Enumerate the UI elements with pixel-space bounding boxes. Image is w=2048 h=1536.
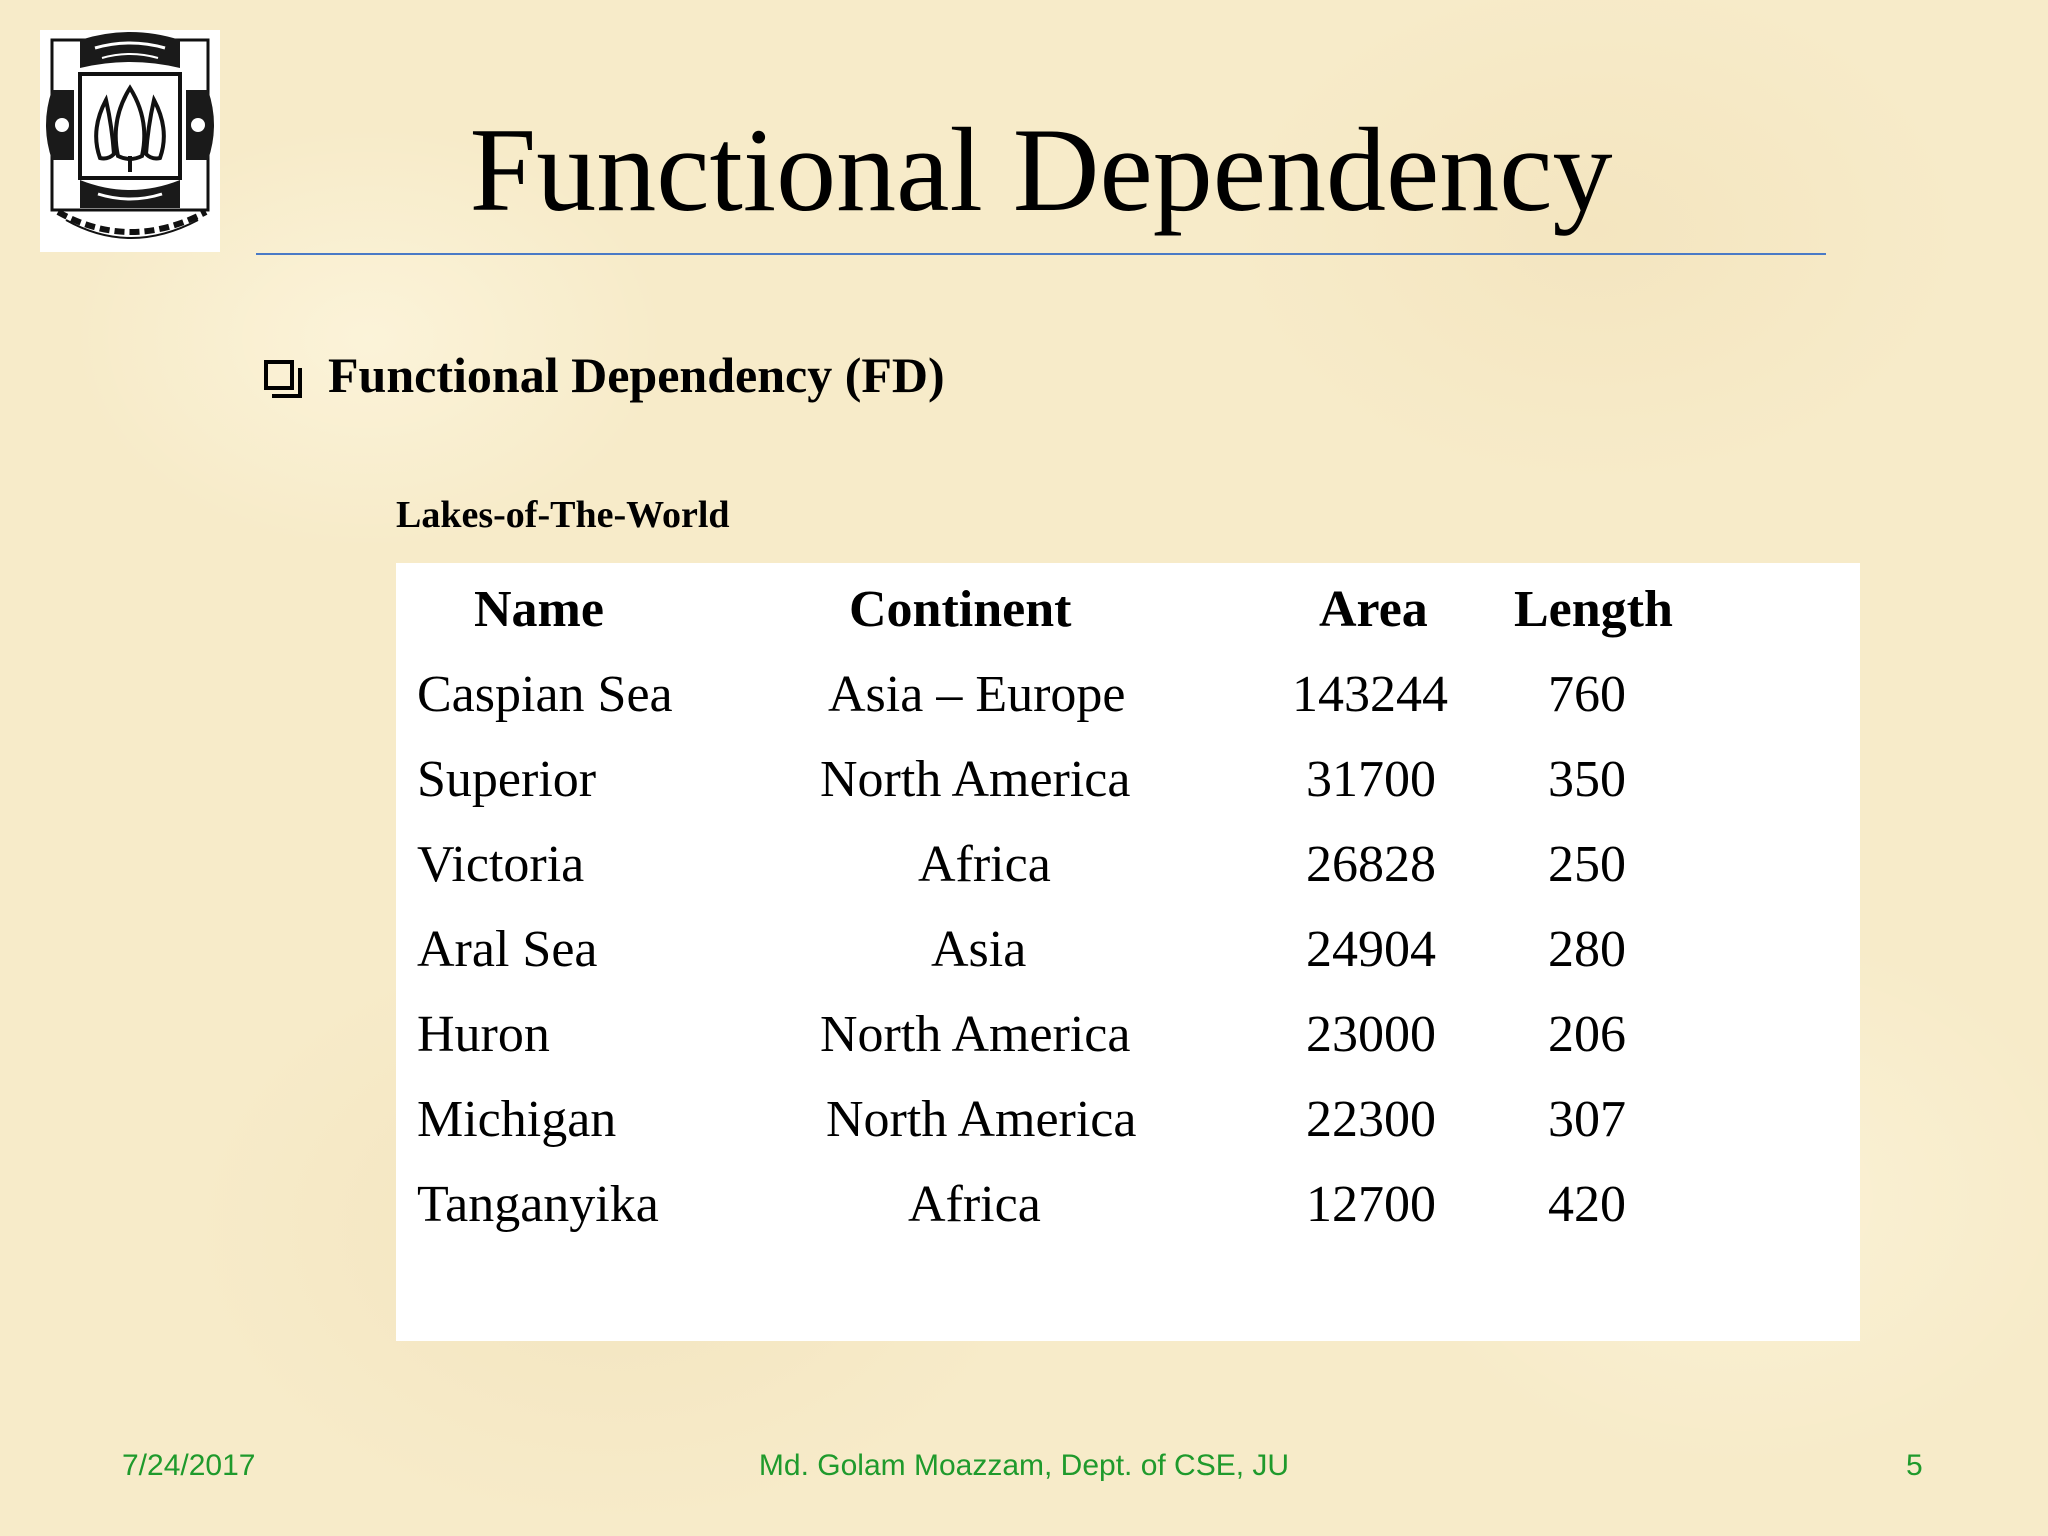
table-cell-length: 307	[1548, 1091, 1626, 1148]
table-cell-continent: Asia – Europe	[828, 666, 1126, 723]
table-cell-continent: North America	[826, 1091, 1137, 1148]
table-cell-continent: Africa	[918, 836, 1051, 893]
table-cell-name: Caspian Sea	[417, 666, 673, 723]
table-cell-area: 23000	[1306, 1006, 1436, 1063]
table-header-area: Area	[1319, 581, 1428, 638]
table-cell-length: 420	[1548, 1176, 1626, 1233]
logo-emblem-icon	[40, 30, 220, 252]
slide-title: Functional Dependency	[469, 103, 1613, 236]
table-cell-name: Superior	[417, 751, 597, 808]
lakes-table	[396, 563, 1860, 1341]
table-cell-area: 24904	[1306, 921, 1436, 978]
table-cell-length: 760	[1548, 666, 1626, 723]
table-caption: Lakes-of-The-World	[396, 494, 730, 536]
table-cell-length: 250	[1548, 836, 1626, 893]
table-cell-length: 350	[1548, 751, 1626, 808]
table-cell-name: Tanganyika	[417, 1176, 659, 1233]
table-cell-area: 26828	[1306, 836, 1436, 893]
table-cell-name: Victoria	[417, 836, 585, 893]
table-cell-continent: North America	[820, 751, 1131, 808]
table-header-length: Length	[1514, 581, 1673, 638]
table-cell-area: 143244	[1292, 666, 1448, 723]
checkbox-bullet-icon	[264, 360, 294, 390]
footer-date: 7/24/2017	[122, 1449, 256, 1482]
table-cell-name: Huron	[417, 1006, 550, 1063]
table-cell-length: 206	[1548, 1006, 1626, 1063]
footer-author: Md. Golam Moazzam, Dept. of CSE, JU	[758, 1449, 1290, 1482]
footer-page-number: 5	[1906, 1449, 1923, 1482]
bullet-item	[264, 340, 945, 410]
university-logo	[40, 30, 220, 252]
table-cell-continent: North America	[820, 1006, 1131, 1063]
table-cell-continent: Africa	[908, 1176, 1041, 1233]
table-cell-area: 31700	[1306, 751, 1436, 808]
table-cell-length: 280	[1548, 921, 1626, 978]
table-cell-area: 12700	[1306, 1176, 1436, 1233]
table-cell-name: Aral Sea	[417, 921, 598, 978]
title-divider	[256, 253, 1826, 255]
table-header-continent: Continent	[849, 581, 1072, 638]
table-cell-continent: Asia	[931, 921, 1027, 978]
bullet-text: Functional Dependency (FD)	[328, 347, 945, 403]
table-cell-area: 22300	[1306, 1091, 1436, 1148]
table-header-name: Name	[474, 581, 604, 638]
table-cell-name: Michigan	[417, 1091, 617, 1148]
